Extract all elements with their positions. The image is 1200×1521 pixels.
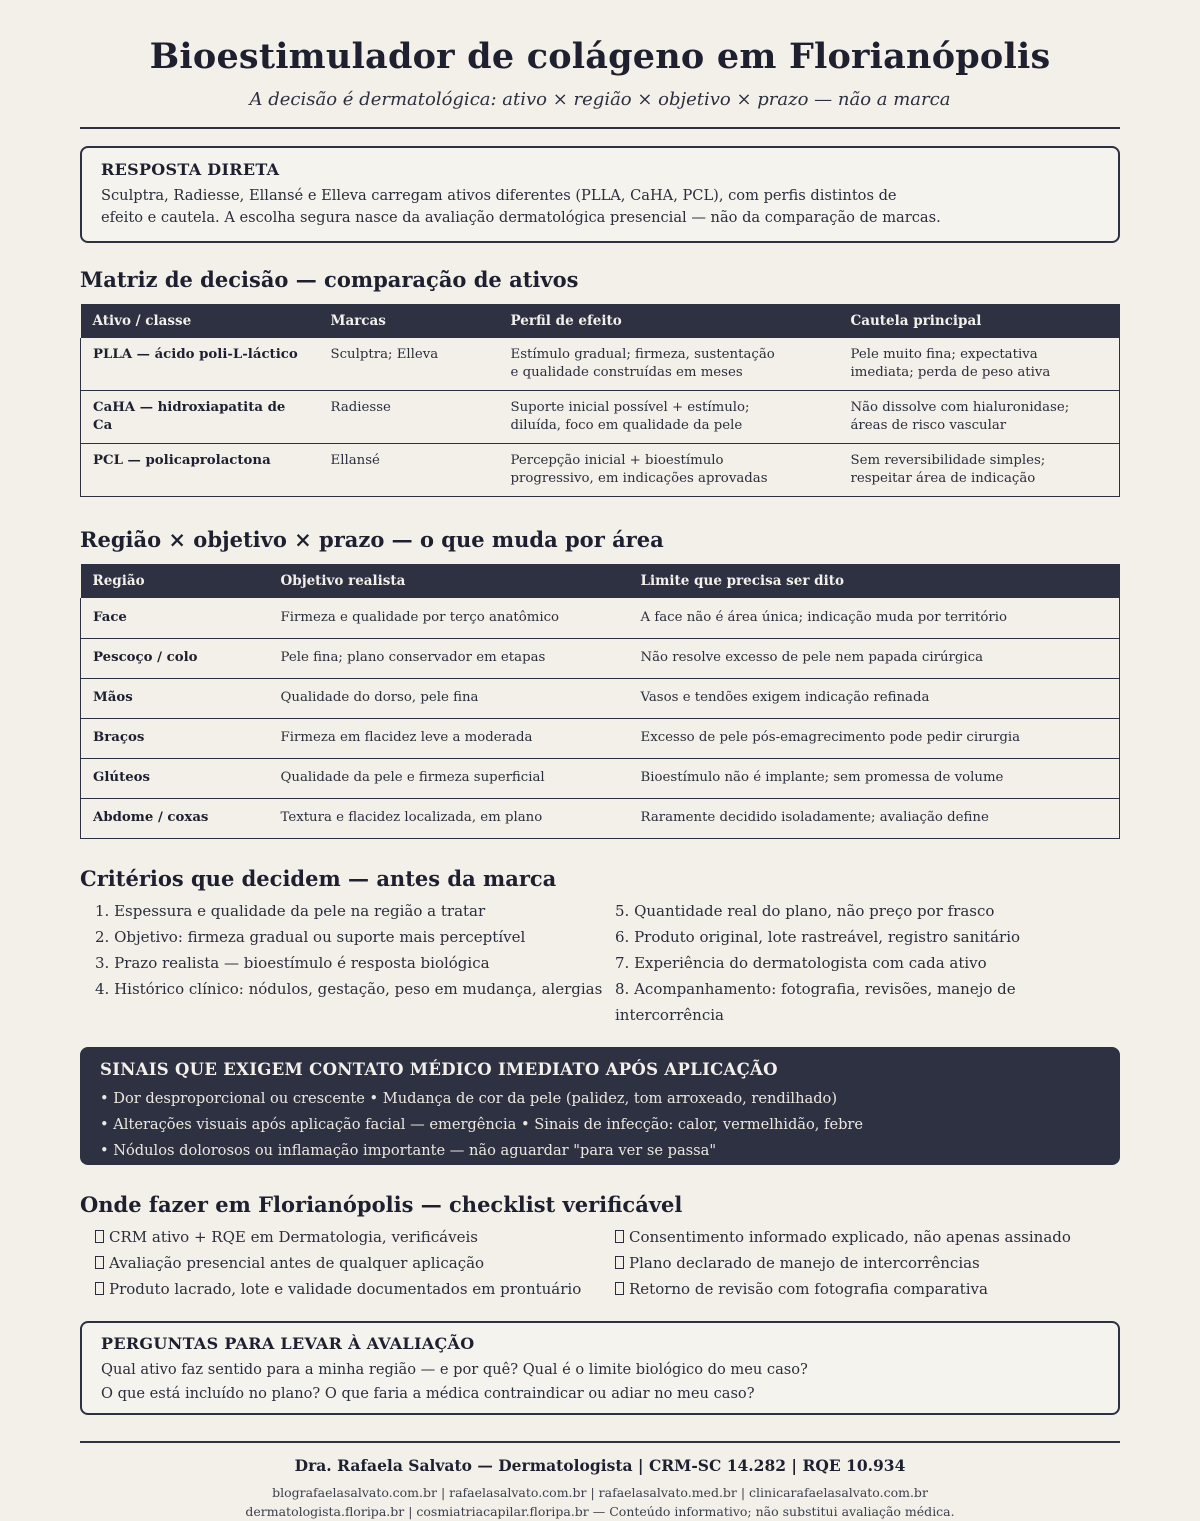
- criteria-column-left: [95, 898, 615, 1028]
- regions-cell-limite: Excesso de pele pós-emagrecimento pode pedir cirurgia: [629, 718, 1120, 758]
- regions-cell-regiao: Pescoço / colo: [81, 638, 269, 678]
- matrix-cell-efeito-line: diluída, foco em qualidade da pele: [510, 418, 743, 433]
- footer: [80, 1443, 1120, 1521]
- header-divider: [80, 127, 1120, 129]
- warning-sign-line: • Dor desproporcional ou crescente • Mudança de cor da pele (palidez, tom arroxeado, rendilhado): [100, 1089, 838, 1107]
- direct-answer-title: RESPOSTA DIRETA: [101, 160, 280, 179]
- checklist-column-left: [95, 1224, 615, 1302]
- table-row: [81, 338, 1120, 391]
- checklist-heading: Onde fazer em Florianópolis — checklist verificável: [80, 1191, 683, 1217]
- matrix-col-cautela: Cautela principal: [839, 304, 1120, 338]
- page-header: [80, 0, 1120, 112]
- warning-sign-line: • Alterações visuais após aplicação facial — emergência • Sinais de infecção: calor, vermelhidão, febre: [100, 1115, 864, 1133]
- checklist-item: [615, 1224, 1120, 1250]
- regions-cell-limite: A face não é área única; indicação muda por território: [629, 598, 1120, 638]
- checklist-item: [615, 1250, 1120, 1276]
- matrix-cell-efeito-line: e qualidade construídas em meses: [510, 365, 743, 380]
- table-row: [81, 391, 1120, 444]
- checklist-column-right: [615, 1224, 1120, 1302]
- checkbox-icon: [615, 1282, 624, 1295]
- regions-cell-objetivo: Firmeza e qualidade por terço anatômico: [269, 598, 629, 638]
- matrix-cell-cautela-line: Não dissolve com hialuronidase;: [850, 400, 1070, 415]
- regions-cell-regiao: Glúteos: [81, 758, 269, 798]
- table-row: [81, 758, 1120, 798]
- regions-cell-objetivo: Firmeza em flacidez leve a moderada: [269, 718, 629, 758]
- matrix-cell-cautela: [839, 444, 1120, 497]
- regions-cell-regiao: Abdome / coxas: [81, 798, 269, 838]
- question-line: O que está incluído no plano? O que faria a médica contraindicar ou adiar no meu caso?: [101, 1384, 755, 1402]
- matrix-cell-ativo: CaHA — hidroxiapatita de Ca: [81, 391, 319, 444]
- regions-col-regiao: Região: [81, 564, 269, 598]
- questions-box: [80, 1321, 1120, 1415]
- table-row: [81, 798, 1120, 838]
- checklist: [80, 1224, 1120, 1302]
- checkbox-icon: [95, 1256, 104, 1269]
- checklist-item: [95, 1276, 615, 1302]
- regions-cell-objetivo: Pele fina; plano conservador em etapas: [269, 638, 629, 678]
- checkbox-icon: [615, 1256, 624, 1269]
- checklist-item-label: Plano declarado de manejo de intercorrências: [629, 1253, 980, 1272]
- table-row: [81, 444, 1120, 497]
- regions-cell-limite: Raramente decidido isoladamente; avaliação define: [629, 798, 1120, 838]
- regions-cell-regiao: Face: [81, 598, 269, 638]
- list-item: 8. Acompanhamento: fotografia, revisões, manejo de intercorrência: [615, 979, 1016, 1024]
- checklist-item: [95, 1224, 615, 1250]
- regions-header-row: [81, 564, 1120, 598]
- list-item: 3. Prazo realista — bioestímulo é resposta biológica: [95, 953, 490, 972]
- table-row: [81, 598, 1120, 638]
- matrix-cell-cautela-line: Pele muito fina; expectativa: [850, 347, 1038, 362]
- footer-links-line: dermatologista.floripa.br | cosmiatriacapilar.floripa.br — Conteúdo informativo; não substitui avaliação médica.: [245, 1503, 955, 1519]
- regions-cell-regiao: Braços: [81, 718, 269, 758]
- warning-signs-title: SINAIS QUE EXIGEM CONTATO MÉDICO IMEDIATO APÓS APLICAÇÃO: [100, 1059, 778, 1079]
- regions-cell-objetivo: Qualidade da pele e firmeza superficial: [269, 758, 629, 798]
- regions-heading: Região × objetivo × prazo — o que muda por área: [80, 527, 664, 552]
- matrix-cell-efeito: [499, 444, 839, 497]
- matrix-header-row: [81, 304, 1120, 338]
- matrix-cell-cautela-line: Sem reversibilidade simples;: [850, 453, 1046, 468]
- list-item: 5. Quantidade real do plano, não preço por frasco: [615, 901, 995, 920]
- checkbox-icon: [615, 1230, 624, 1243]
- footer-links-line: blografaelasalvato.com.br | rafaelasalvato.com.br | rafaelasalvato.med.br | clinicarafaelasalvato.com.br: [272, 1484, 928, 1500]
- warning-sign-line: • Nódulos dolorosos ou inflamação importante — não aguardar "para ver se passa": [100, 1141, 717, 1159]
- regions-col-limite: Limite que precisa ser dito: [629, 564, 1120, 598]
- matrix-cell-ativo: PCL — policaprolactona: [81, 444, 319, 497]
- regions-table: [80, 564, 1120, 839]
- warning-signs-list: [100, 1086, 1100, 1164]
- checklist-item-label: Produto lacrado, lote e validade documentados em prontuário: [109, 1279, 582, 1298]
- list-item: 6. Produto original, lote rastreável, registro sanitário: [615, 927, 1021, 946]
- matrix-cell-efeito-line: Suporte inicial possível + estímulo;: [510, 400, 750, 415]
- list-item: 7. Experiência do dermatologista com cada ativo: [615, 953, 987, 972]
- regions-cell-limite: Bioestímulo não é implante; sem promessa de volume: [629, 758, 1120, 798]
- checkbox-icon: [95, 1230, 104, 1243]
- regions-cell-limite: Não resolve excesso de pele nem papada cirúrgica: [629, 638, 1120, 678]
- question-line: Qual ativo faz sentido para a minha região — e por quê? Qual é o limite biológico do meu caso?: [101, 1360, 808, 1378]
- matrix-cell-marcas: Radiesse: [319, 391, 499, 444]
- matrix-col-ativo: Ativo / classe: [81, 304, 319, 338]
- checklist-item-label: Retorno de revisão com fotografia comparativa: [629, 1279, 988, 1298]
- matrix-cell-ativo: PLLA — ácido poli-L-láctico: [81, 338, 319, 391]
- list-item: 4. Histórico clínico: nódulos, gestação, peso em mudança, alergias: [95, 979, 603, 998]
- questions-title: PERGUNTAS PARA LEVAR À AVALIAÇÃO: [101, 1333, 475, 1353]
- matrix-cell-marcas: Sculptra; Elleva: [319, 338, 499, 391]
- matrix-col-efeito: Perfil de efeito: [499, 304, 839, 338]
- criteria-list: [80, 898, 1120, 1028]
- direct-answer-line-2: efeito e cautela. A escolha segura nasce da avaliação dermatológica presencial — não da comparação de marcas.: [101, 209, 941, 226]
- table-row: [81, 638, 1120, 678]
- matrix-cell-cautela-line: imediata; perda de peso ativa: [850, 365, 1051, 380]
- footer-links: [80, 1483, 1120, 1521]
- regions-cell-objetivo: Qualidade do dorso, pele fina: [269, 678, 629, 718]
- matrix-cell-cautela: [839, 391, 1120, 444]
- regions-cell-limite: Vasos e tendões exigem indicação refinada: [629, 678, 1120, 718]
- matrix-cell-cautela: [839, 338, 1120, 391]
- checkbox-icon: [95, 1282, 104, 1295]
- matrix-cell-efeito-line: Percepção inicial + bioestímulo: [510, 453, 724, 468]
- page-title: Bioestimulador de colágeno em Florianópolis: [149, 36, 1051, 77]
- matrix-cell-efeito-line: Estímulo gradual; firmeza, sustentação: [510, 347, 775, 362]
- direct-answer-line-1: Sculptra, Radiesse, Ellansé e Elleva carregam ativos diferentes (PLLA, CaHA, PCL), com perfis distintos de: [101, 187, 897, 204]
- matrix-cell-cautela-line: áreas de risco vascular: [850, 418, 1007, 433]
- matrix-cell-efeito: [499, 391, 839, 444]
- checklist-item-label: Avaliação presencial antes de qualquer aplicação: [109, 1253, 485, 1272]
- table-row: [81, 678, 1120, 718]
- matrix-cell-efeito: [499, 338, 839, 391]
- regions-cell-objetivo: Textura e flacidez localizada, em plano: [269, 798, 629, 838]
- criteria-heading: Critérios que decidem — antes da marca: [80, 865, 557, 891]
- checklist-item: [95, 1250, 615, 1276]
- checklist-item-label: CRM ativo + RQE em Dermatologia, verificáveis: [109, 1227, 478, 1246]
- matrix-cell-cautela-line: respeitar área de indicação: [850, 471, 1036, 486]
- footer-doctor: Dra. Rafaela Salvato — Dermatologista | CRM-SC 14.282 | RQE 10.934: [294, 1455, 906, 1475]
- criteria-column-right: [615, 898, 1120, 1028]
- regions-cell-regiao: Mãos: [81, 678, 269, 718]
- table-row: [81, 718, 1120, 758]
- matrix-table: [80, 304, 1120, 497]
- list-item: 2. Objetivo: firmeza gradual ou suporte mais perceptível: [95, 927, 526, 946]
- regions-col-objetivo: Objetivo realista: [269, 564, 629, 598]
- checklist-item: [615, 1276, 1120, 1302]
- warning-signs-box: [80, 1047, 1120, 1165]
- matrix-col-marcas: Marcas: [319, 304, 499, 338]
- matrix-cell-marcas: Ellansé: [319, 444, 499, 497]
- list-item: 1. Espessura e qualidade da pele na região a tratar: [95, 901, 486, 920]
- matrix-cell-efeito-line: progressivo, em indicações aprovadas: [510, 471, 768, 486]
- direct-answer-text: [101, 185, 1099, 229]
- checklist-item-label: Consentimento informado explicado, não apenas assinado: [629, 1227, 1071, 1246]
- matrix-heading: Matriz de decisão — comparação de ativos: [80, 267, 579, 292]
- direct-answer-box: [80, 146, 1120, 243]
- page-subtitle: A decisão é dermatológica: ativo × região × objetivo × prazo — não a marca: [249, 89, 951, 110]
